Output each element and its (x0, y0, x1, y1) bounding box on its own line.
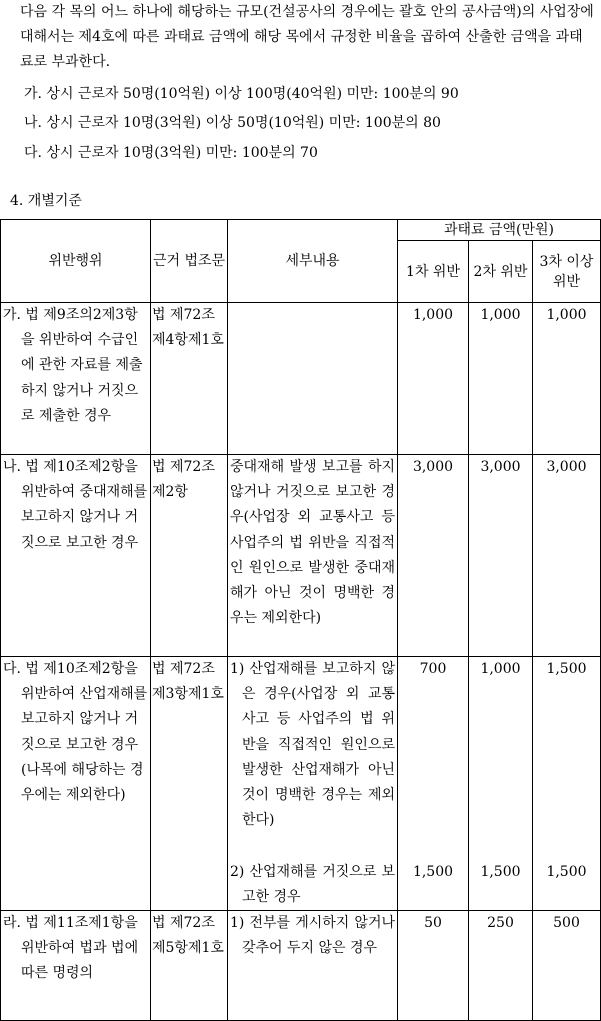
row-violation: 나. 법 제10조제2항을 위반하여 중대재해를 보고하지 않거나 거짓으로 보고한 경우 (3, 459, 148, 551)
row-violation: 가. 법 제9조의2제3항을 위반하여 수급인에 관한 자료를 제출하지 않거나 거짓으로 제출한 경우 (3, 307, 143, 424)
row-first-fine: 1,000 (412, 307, 454, 323)
table-row (1, 303, 601, 455)
header-first: 1차 위반 (398, 241, 469, 303)
section-title: 4. 개별기준 (10, 193, 82, 209)
header-violation: 위반행위 (1, 220, 151, 303)
row-detail: 1) 전부를 게시하지 않거나 갖추어 두지 않은 경우 (230, 914, 395, 957)
row-detail: 1) 산업재해를 보고하지 않은 경우(사업장 외 교통사고 등 사업주의 법 위반을 직접적인 원인으로 발생한 산업재해가 아닌 것이 명백한 경우는 제외한다) (230, 661, 395, 829)
row-first-fine: 1,500 (412, 863, 454, 880)
row-second-fine: 3,000 (480, 459, 521, 475)
row-violation: 라. 법 제11조제1항을 위반하여 법과 법에 따른 명령의 (3, 914, 139, 982)
row-basis: 법 제72조제3항제1호 (152, 661, 224, 703)
table-row (1, 657, 601, 860)
row-third-fine: 1,000 (546, 307, 587, 323)
row-third-fine: 3,000 (546, 459, 587, 475)
table-row (1, 455, 601, 657)
row-second-fine: 1,000 (480, 661, 521, 677)
row-third-fine: 500 (553, 914, 580, 931)
header-basis: 근거 법조문 (151, 220, 228, 303)
row-first-fine: 3,000 (412, 459, 454, 475)
row-detail: 중대재해 발생 보고를 하지 않거나 거짓으로 보고한 경우(사업장 외 교통사고 등 사업주의 법 위반을 직접적인 원인으로 발생한 중대재해가 아닌 것이 명백한 경우는 제외한다) (230, 459, 395, 627)
row-first-fine: 700 (419, 661, 447, 677)
row-third-fine: 1,500 (546, 661, 587, 677)
intro-item-ga: 가. 상시 근로자 50명(10억원) 이상 100명(40억원) 미만: 100분의 90 (24, 86, 459, 102)
fine-table (0, 219, 601, 1021)
row-violation: 다. 법 제10조제2항을 위반하여 산업재해를 보고하지 않거나 거짓으로 보고한 경우(나목에 해당하는 경우에는 제외한다) (3, 661, 148, 804)
row-detail: 2) 산업재해를 거짓으로 보고한 경우 (230, 863, 395, 905)
row-basis: 법 제72조제2항 (152, 459, 215, 501)
row-second-fine: 250 (487, 914, 514, 931)
header-fine-group: 과태료 금액(만원) (398, 220, 601, 241)
row-basis: 법 제72조제4항제1호 (152, 307, 224, 349)
header-detail: 세부내용 (228, 220, 398, 303)
row-basis: 법 제72조제5항제1호 (152, 914, 224, 957)
header-second: 2차 위반 (469, 241, 533, 303)
header-third: 3차 이상 위반 (533, 241, 601, 303)
intro-item-da: 다. 상시 근로자 10명(3억원) 미만: 100분의 70 (24, 145, 318, 161)
intro-item-na: 나. 상시 근로자 10명(3억원) 이상 50명(10억원) 미만: 100분의 80 (24, 115, 441, 131)
intro-paragraph: 다음 각 목의 어느 하나에 해당하는 규모(건설공사의 경우에는 괄호 안의 공사금액)의 사업장에 대해서는 제4호에 따른 과태료 금액에 해당 목에서 규정한 비율을 곱하여 산출한 금액을 과태료로 부과한다. (20, 4, 594, 70)
row-second-fine: 1,500 (480, 863, 521, 880)
row-third-fine: 1,500 (546, 863, 587, 880)
row-second-fine: 1,000 (480, 307, 521, 323)
row-first-fine: 50 (424, 914, 442, 931)
